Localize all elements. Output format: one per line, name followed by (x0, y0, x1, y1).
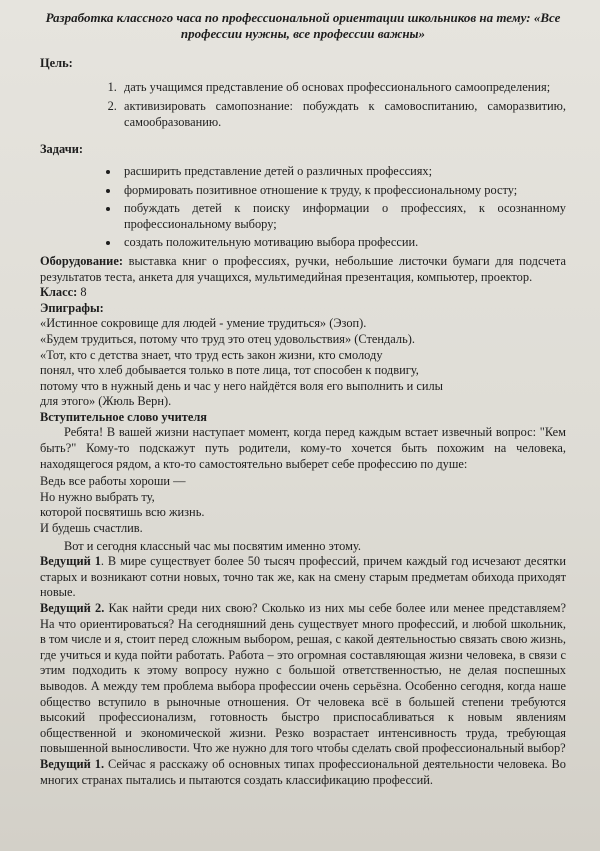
equipment-text: выставка книг о профессиях, ручки, небольшие листочки бумаги для подсчета результатов теста, анкета для учащихся, мультимедийная презентация, компьютер, проектор. (40, 253, 566, 284)
task-item: • создать положительную мотивацию выбора профессии. (120, 235, 566, 251)
poem-block (40, 474, 566, 536)
poem-line: И будешь счастлив. (40, 521, 143, 536)
speech-text: Как найти среди них свою? Сколько из них мы себе более или менее представляем? На что ориентироваться? На сегодняшний день существует много профессий, и любой школьник, в том числе и я, стоит перед сложным выбором, решая, с какой деятельностью связать свою жизнь, где учиться и куда пойти работать. Работа – это огромная составляющая жизни человека, в связи с этим подходить к этому вопросу нужно с большой ответственностью, не делая поспешных выводов. А между тем проблема выбора профессии очень серьёзна. Особенно сегодня, когда наше общество вступило в рыночные отношения. От человека всё в большей степени требуются высокий профессионализм, готовность быстро приспосабливаться к новым явлениям общественной и экономической жизни. Резко возрастает интенсивность труда, требующая повышенной выносливости. Что же нужно для того чтобы сделать свой профессиональный выбор? (40, 601, 566, 756)
grade-value: 8 (77, 285, 87, 300)
poem-line: Но нужно выбрать ту, (40, 489, 155, 504)
poem-line: которой посвятишь всю жизнь. (40, 505, 205, 520)
epigraph-line: «Истинное сокровище для людей - умение трудиться» (Эзоп). (40, 316, 367, 331)
epigraph-line: потому что в нужный день и час у него найдётся воля его выполнить и силы (40, 378, 443, 393)
epigraphs-block (40, 316, 566, 410)
speaker-label: Ведущий 2. (40, 601, 105, 615)
speaker-label: Ведущий 1 (40, 554, 101, 569)
speech-paragraph (40, 757, 566, 788)
task-item: • расширить представление детей о различных профессиях; (120, 164, 566, 180)
speech-text: . В мире существует более 50 тысяч профессий, причем каждый год исчезают десятки старых и возникают сотни новых, точно так же, как на смену старым предметам обихода приходят новые. (40, 554, 566, 600)
intro-closing: Вот и сегодня классный час мы посвятим именно этому. (64, 538, 361, 553)
epigraph-line: для этого» (Жюль Верн). (40, 394, 172, 409)
document-title: Разработка классного часа по профессиональной ориентации школьников на тему: «Все профессии нужны, все профессии важны» (45, 10, 561, 41)
grade-line (40, 285, 566, 301)
tasks-label: Задачи: (40, 142, 83, 157)
equipment-label: Оборудование: (40, 253, 123, 268)
speaker-label: Ведущий 1. (40, 756, 105, 771)
intro-paragraph: Ребята! В вашей жизни наступает момент, когда перед каждым встает извечный вопрос: "Кем быть?" Кому-то подскажут путь родители, кому-то хочется быть похожим на человека, находящегося рядом, а кто-то самостоятельно выберет себе профессию по душе: (40, 425, 566, 471)
goals-label: Цель: (40, 56, 73, 70)
epigraph-line: «Тот, кто с детства знает, что труд есть закон жизни, кто смолоду (40, 347, 383, 362)
epigraph-line: понял, что хлеб добывается только в поте лица, тот способен к подвигу, (40, 363, 419, 378)
equipment-paragraph (40, 254, 566, 285)
tasks-list (40, 164, 566, 251)
poem-line: Ведь все работы хороши — (40, 474, 186, 489)
speech-text: Сейчас я расскажу об основных типах профессиональной деятельности человека. Во многих странах пытались и пытаются создать классификацию профессий. (40, 756, 566, 787)
task-item: • формировать позитивное отношение к труду, к профессиональному росту; (120, 183, 566, 199)
speech-paragraph (40, 601, 566, 757)
goal-item: 2. активизировать самопознание: побуждать к самовоспитанию, саморазвитию, самообразованию. (120, 99, 566, 130)
epigraphs-label: Эпиграфы: (40, 300, 104, 315)
task-item: • побуждать детей к поиску информации о профессиях, к осознанному профессиональному выбору; (120, 201, 566, 232)
grade-label: Класс: (40, 285, 78, 300)
goal-item: 1. дать учащимся представление об основах профессионального самоопределения; (120, 80, 566, 96)
goals-list (40, 80, 566, 131)
speech-paragraph (40, 554, 566, 601)
epigraph-line: «Будем трудиться, потому что труд это отец удовольствия» (Стендаль). (40, 331, 415, 346)
intro-heading: Вступительное слово учителя (40, 409, 207, 424)
